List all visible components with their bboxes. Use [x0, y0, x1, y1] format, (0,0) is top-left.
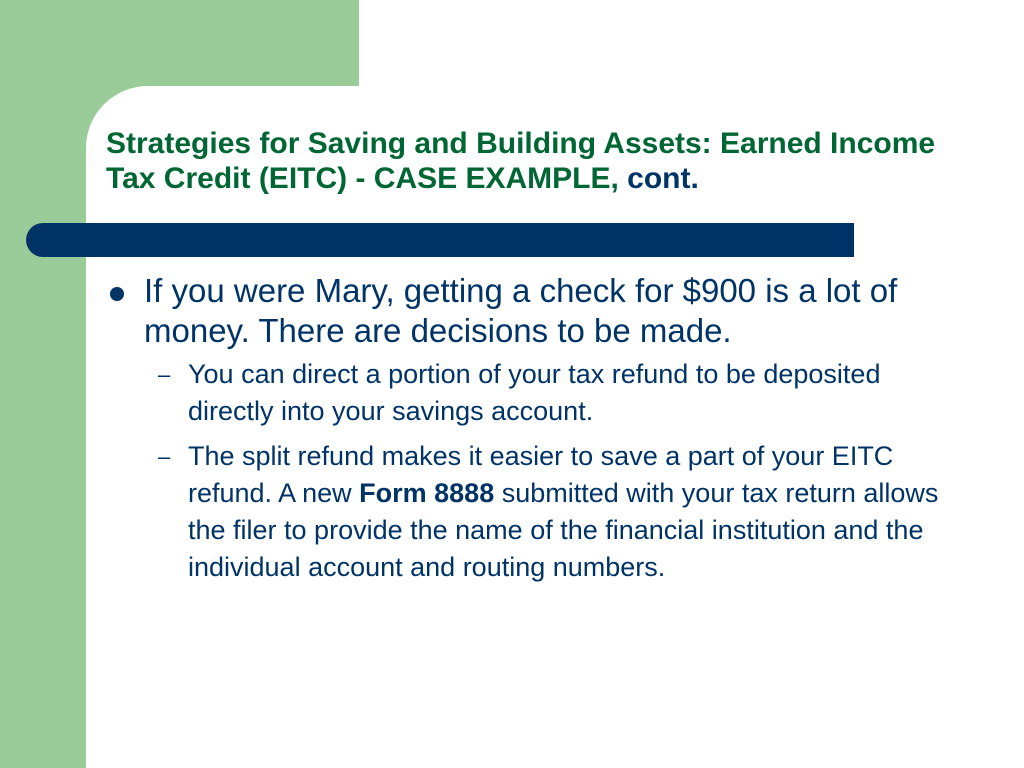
slide-title-text: Strategies for Saving and Building Assets: Earned Income Tax Credit (EITC) - CASE EXAMPLE, — [106, 127, 936, 195]
bullet-dot-icon — [110, 287, 124, 301]
form-name: Form 8888 — [359, 478, 495, 508]
dash-marker: – — [158, 444, 171, 469]
bullet-item — [106, 271, 946, 351]
sub-bullet-item — [106, 356, 946, 430]
sub-bullet-text-start: The split refund makes it easier to save a part of your EITC refund. A new — [188, 441, 894, 508]
slide-title — [106, 126, 966, 196]
slide-body — [106, 271, 946, 586]
title-divider-bar — [26, 223, 854, 257]
sub-bullet-item — [106, 438, 946, 586]
sub-bullet-text: You can direct a portion of your tax refund to be deposited directly into your savings account. — [188, 359, 881, 426]
sub-bullet-text-end: submitted with your tax return allows the filer to provide the name of the financial institution and the individual account and routing numbers. — [188, 478, 939, 582]
bullet-text: If you were Mary, getting a check for $900 is a lot of money. There are decisions to be made. — [144, 272, 898, 349]
slide-title-suffix: cont. — [627, 162, 699, 195]
dash-marker: – — [158, 362, 171, 387]
